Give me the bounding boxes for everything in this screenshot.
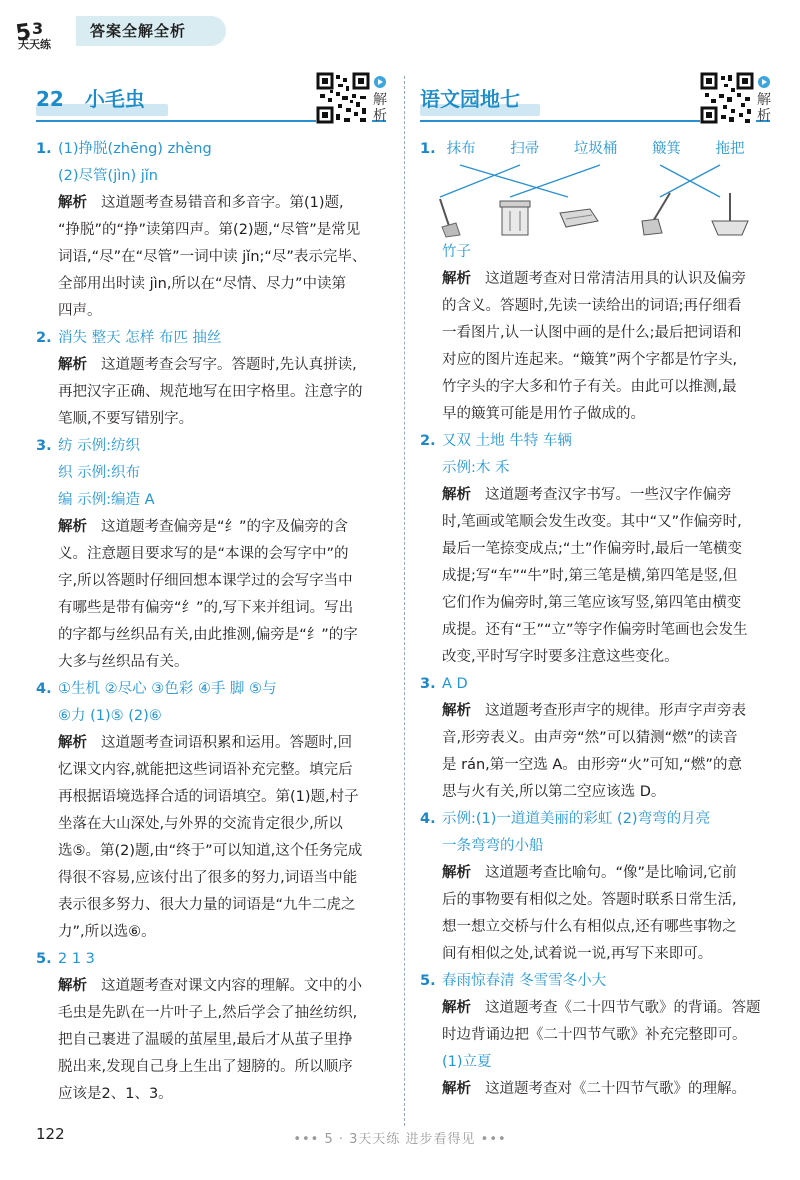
- explanation-label: 解析: [442, 703, 471, 719]
- explanation-line: [58, 730, 386, 757]
- explanation-line: [58, 973, 386, 1000]
- answer-text: (2)尽管(jìn) jǐn: [58, 168, 158, 184]
- explanation-text: 成提;写“车”“牛”时,第三笔是横,第四笔是竖,但: [442, 568, 738, 584]
- match-word: 抹布: [446, 141, 476, 157]
- explanation-block: [36, 352, 386, 433]
- svg-text:5: 5: [14, 19, 33, 47]
- explanation-label: 解析: [442, 1081, 471, 1097]
- explanation-line: [442, 1076, 770, 1103]
- explanation-line: [58, 190, 386, 217]
- answer-line: [36, 325, 386, 352]
- svg-text:天天练: 天天练: [18, 38, 51, 50]
- brand-logo: [14, 14, 76, 50]
- explanation-text: 忆课文内容,就能把这些词语补充完整。填完后: [58, 762, 353, 778]
- answer-line: [36, 487, 386, 514]
- question-number: 4.: [36, 681, 52, 697]
- broom-icon: [642, 193, 670, 235]
- right-qr-label: 解析: [757, 92, 771, 124]
- explanation-text: 选⑤。第(2)题,由“终于”可以知道,这个任务完成: [58, 843, 363, 859]
- answer-line: [420, 833, 770, 860]
- explanation-text: 再把汉字正确、规范地写在田字格里。注意字的: [58, 384, 363, 400]
- answer-line: [420, 455, 770, 482]
- explanation-text: 再根据语境选择合适的词语填空。第(1)题,村子: [58, 789, 359, 805]
- answer-text: (1)立夏: [442, 1054, 492, 1070]
- right-qr-code-icon[interactable]: [700, 72, 756, 126]
- explanation-text: 这道题考查词语积累和运用。答题时,回: [101, 735, 353, 751]
- answer-text: A D: [442, 676, 468, 692]
- column-divider: [404, 76, 405, 1126]
- answer-text: 纺 示例:纺织: [58, 438, 140, 454]
- explanation-text: 间有相似之处,试着说一说,再写下来即可。: [442, 946, 713, 962]
- explanation-text: 脱出来,发现自己身上生出了翅膀的。所以顺序: [58, 1059, 353, 1075]
- explanation-line: [442, 266, 770, 293]
- explanation-text: 想一想立交桥与什么有相似点,还有哪些事物之: [442, 919, 737, 935]
- right-title-text: 语文园地七: [420, 87, 520, 111]
- answer-line: [36, 433, 386, 460]
- rag-icon: [560, 209, 598, 227]
- explanation-label: 解析: [442, 865, 471, 881]
- explanation-text: 表示很多努力、很大力量的词语是“九牛二虎之: [58, 897, 356, 913]
- explanation-text: 得很不容易,应该付出了很多的努力,词语当中能: [58, 870, 358, 886]
- explanation-block: [420, 995, 770, 1049]
- explanation-line: [442, 482, 770, 509]
- explanation-line: [58, 514, 386, 541]
- explanation-block: [420, 698, 770, 806]
- explanation-label: 解析: [442, 1000, 471, 1016]
- explanation-label: 解析: [58, 978, 87, 994]
- explanation-line: [58, 352, 386, 379]
- match-word: 拖把: [715, 141, 745, 157]
- explanation-text: 音,形旁表义。由声旁“然”可以猜测“燃”的读音: [442, 730, 738, 746]
- explanation-text: 一看图片,认一认图中画的是什么;最后把词语和: [442, 325, 742, 341]
- answer-line: [36, 460, 386, 487]
- explanation-text: 的字都与丝织品有关,由此推测,偏旁是“纟”的字: [58, 627, 358, 643]
- explanation-block: [36, 190, 386, 325]
- footer-slogan: ••• 5 · 3天天练 进步看得见 •••: [293, 1132, 507, 1147]
- right-play-icon[interactable]: [758, 76, 770, 88]
- explanation-text: 这道题考查易错音和多音字。第(1)题,: [101, 195, 344, 211]
- explanation-text: 有哪些是带有偏旁“纟”的,写下来并组词。写出: [58, 600, 354, 616]
- explanation-text: 义。注意题目要求写的是“本课的会写字中”的: [58, 546, 349, 562]
- explanation-text: 时,笔画或笔顺会发生改变。其中“又”作偏旁时,: [442, 514, 742, 530]
- explanation-text: 把自己裹进了温暖的茧屋里,最后才从茧子里挣: [58, 1032, 353, 1048]
- dustpan-icon: [712, 193, 748, 235]
- question-number: 2.: [420, 433, 436, 449]
- explanation-text: 的含义。答题时,先读一读给出的词语;再仔细看: [442, 298, 742, 314]
- answer-text: (1)挣脱(zhēng) zhèng: [58, 141, 212, 157]
- answer-line: [420, 968, 770, 995]
- answer-line: [420, 1049, 770, 1076]
- answer-text: 消失 整天 怎样 布匹 抽丝: [58, 330, 222, 346]
- explanation-text: 力”,所以选⑥。: [58, 924, 156, 940]
- explanation-label: 解析: [58, 519, 87, 535]
- explanation-text: 四声。: [58, 303, 102, 319]
- right-column: [420, 136, 770, 1103]
- explanation-text: 成提。还有“王”“立”等字作偏旁时笔画也会发生: [442, 622, 748, 638]
- left-qr-code-icon[interactable]: [316, 72, 372, 126]
- answer-text: 春雨惊春清 冬雪雪冬小大: [442, 973, 607, 989]
- svg-text:3: 3: [32, 19, 44, 38]
- explanation-block: [420, 860, 770, 968]
- answer-text: ⑥力 (1)⑤ (2)⑥: [58, 708, 162, 724]
- question-number: 3.: [36, 438, 52, 454]
- explanation-text: 竹字头的字大多和竹子有关。由此可以推测,最: [442, 379, 737, 395]
- explanation-text: 字,所以答题时仔细回想本课学过的会写字当中: [58, 573, 353, 589]
- explanation-text: 思与火有关,所以第二空应该选 D。: [442, 784, 666, 800]
- page-number: 122: [36, 1125, 65, 1143]
- question-number: 1.: [420, 141, 436, 157]
- left-title-number: 22: [36, 87, 64, 111]
- explanation-text: 这道题考查对《二十四节气歌》的理解。: [485, 1081, 746, 1097]
- explanation-text: 大多与丝织品有关。: [58, 654, 189, 670]
- question-number: 5.: [36, 951, 52, 967]
- explanation-text: 这道题考查汉字书写。一些汉字作偏旁: [485, 487, 732, 503]
- explanation-label: 解析: [442, 487, 471, 503]
- explanation-line: [442, 860, 770, 887]
- match-word: 垃圾桶: [573, 141, 618, 157]
- left-qr-label: 解析: [373, 92, 387, 124]
- explanation-text: 这道题考查会写字。答题时,先认真拼读,: [101, 357, 357, 373]
- explanation-block: [36, 973, 386, 1108]
- explanation-text: 早的簸箕可能是用竹子做成的。: [442, 406, 645, 422]
- explanation-block: [36, 514, 386, 676]
- explanation-text: 这道题考查形声字的规律。形声字声旁表: [485, 703, 746, 719]
- answer-line: [36, 676, 386, 703]
- explanation-text: 词语,“尽”在“尽管”一词中读 jǐn;“尽”表示完毕、: [58, 249, 367, 265]
- question-number: 1.: [36, 141, 52, 157]
- explanation-text: 这道题考查比喻句。“像”是比喻词,它前: [485, 865, 737, 881]
- matching-lines-diagram: [420, 163, 770, 239]
- answer-text: 又双 土地 牛特 车辆: [442, 433, 572, 449]
- answer-line: [36, 136, 386, 163]
- answer-line: [420, 428, 770, 455]
- matching-pictures: [420, 163, 770, 239]
- explanation-text: 对应的图片连起来。“簸箕”两个字都是竹字头,: [442, 352, 738, 368]
- left-section-title: [36, 84, 186, 114]
- answer-line: [420, 806, 770, 833]
- explanation-text: 最后一笔捺变成点;“土”作偏旁时,最后一笔横变: [442, 541, 743, 557]
- answer-text: 示例:木 禾: [442, 460, 510, 476]
- left-title-text: 小毛虫: [84, 87, 145, 111]
- answer-text: 一条弯弯的小船: [442, 838, 544, 854]
- question-number: 5.: [420, 973, 436, 989]
- question-number: 4.: [420, 811, 436, 827]
- explanation-text: 它们作为偏旁时,第三笔应该写竖,第四笔由横变: [442, 595, 742, 611]
- question-number: 3.: [420, 676, 436, 692]
- question-number: 2.: [36, 330, 52, 346]
- match-word: 扫帚: [510, 141, 540, 157]
- q1-extra-answer: 竹子: [442, 244, 471, 260]
- explanation-label: 解析: [58, 357, 87, 373]
- explanation-block: [420, 266, 770, 428]
- answer-line: [36, 703, 386, 730]
- left-play-icon[interactable]: [374, 76, 386, 88]
- mop-icon: [440, 199, 460, 237]
- right-q1-words: [420, 136, 770, 163]
- explanation-text: 毛虫是先趴在一片叶子上,然后学会了抽丝纺织,: [58, 1005, 358, 1021]
- explanation-label: 解析: [442, 271, 471, 287]
- explanation-text: 后的事物要有相似之处。答题时联系日常生活,: [442, 892, 737, 908]
- explanation-text: 这道题考查对课文内容的理解。文中的小: [101, 978, 362, 994]
- answer-text: 示例:(1)一道道美丽的彩虹 (2)弯弯的月亮: [442, 811, 711, 827]
- explanation-text: 这道题考查《二十四节气歌》的背诵。答题: [485, 1000, 761, 1016]
- explanation-label: 解析: [58, 195, 87, 211]
- answer-text: 编 示例:编造 A: [58, 492, 155, 508]
- explanation-block: [420, 482, 770, 671]
- explanation-block: [36, 730, 386, 946]
- answer-text: ①生机 ②尽心 ③色彩 ④手 脚 ⑤与: [58, 681, 277, 697]
- explanation-text: 全部用出时读 jìn,所以在“尽情、尽力”中读第: [58, 276, 346, 292]
- left-column: [36, 136, 386, 1108]
- match-word: 簸箕: [651, 141, 681, 157]
- explanation-text: 是 rán,第一空选 A。由形旁“火”可知,“燃”的意: [442, 757, 742, 773]
- answer-text: 2 1 3: [58, 951, 95, 967]
- right-section-title: [420, 84, 580, 114]
- explanation-text: 这道题考查偏旁是“纟”的字及偏旁的含: [101, 519, 349, 535]
- explanation-text: 坐落在大山深处,与外界的交流肯定很少,所以: [58, 816, 343, 832]
- explanation-line: [442, 698, 770, 725]
- explanation-text: “挣脱”的“挣”读第四声。第(2)题,“尽管”是常见: [58, 222, 361, 238]
- header-tab: 答案全解全析: [76, 16, 226, 46]
- answer-line: [420, 671, 770, 698]
- answer-line: [36, 163, 386, 190]
- explanation-text: 应该是2、1、3。: [58, 1086, 173, 1102]
- trash-can-icon: [500, 201, 530, 235]
- answer-text: 织 示例:织布: [58, 465, 140, 481]
- explanation-label: 解析: [58, 735, 87, 751]
- explanation-line: [442, 995, 770, 1022]
- explanation-block: [420, 1076, 770, 1103]
- explanation-text: 改变,平时写字时要多注意这些变化。: [442, 649, 679, 665]
- explanation-text: 这道题考查对日常清洁用具的认识及偏旁: [485, 271, 746, 287]
- explanation-text: 笔顺,不要写错别字。: [58, 411, 194, 427]
- answer-line: [36, 946, 386, 973]
- explanation-text: 时边背诵边把《二十四节气歌》补充完整即可。: [442, 1027, 747, 1043]
